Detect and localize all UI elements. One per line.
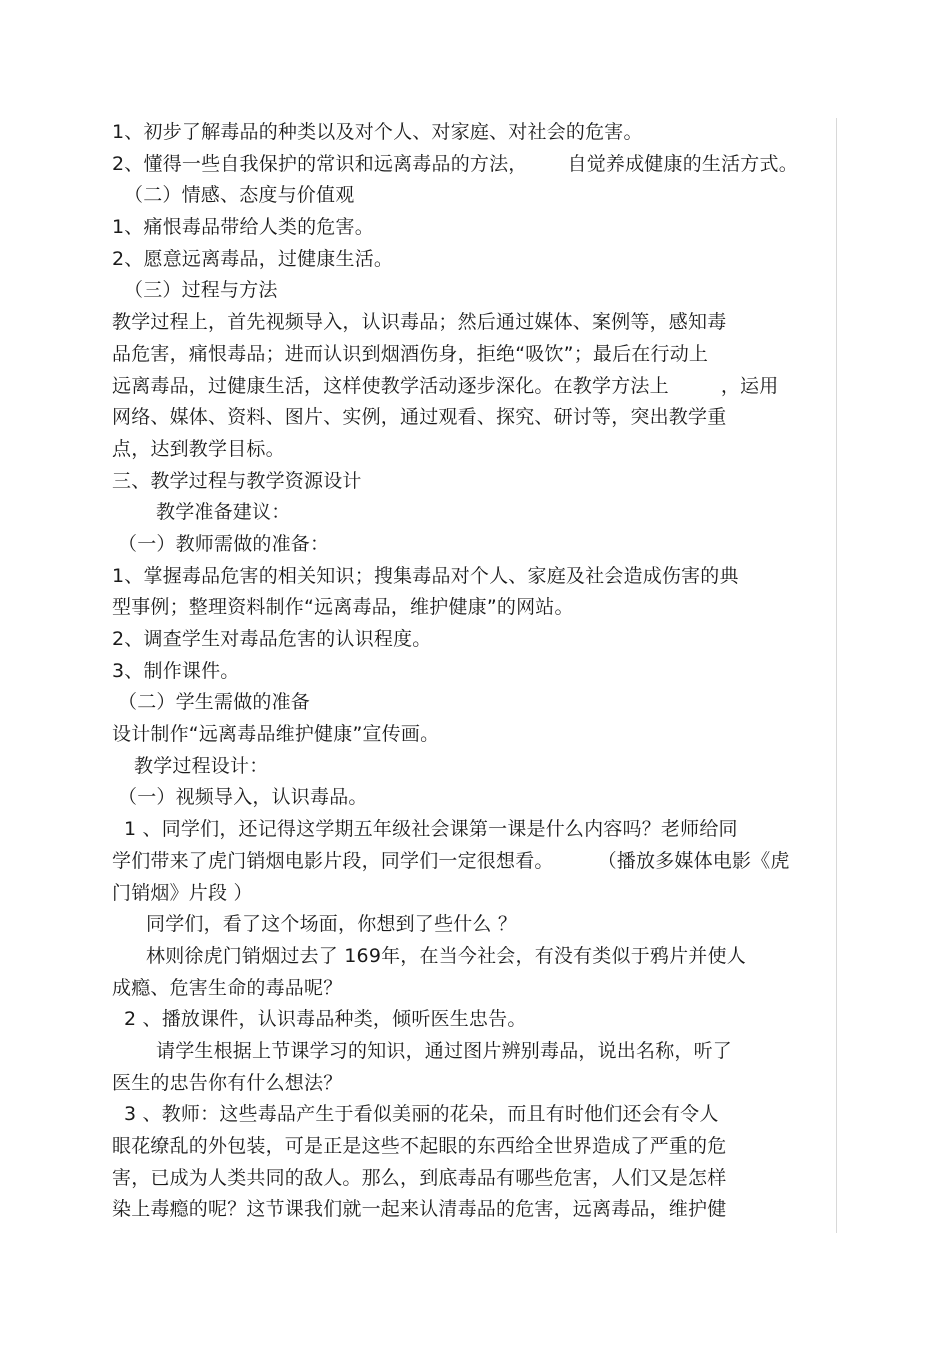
text-line: 成瘾、危害生命的毒品呢？: [112, 976, 343, 999]
text-line: 林则徐虎门销烟过去了 169年，在当今社会，有没有类似于鸦片并使人: [146, 944, 746, 967]
text-line: 设计制作“远离毒品维护健康”宣传画。: [112, 723, 440, 746]
text-line: 品危害，痛恨毒品；进而认识到烟酒伤身，拒绝“吸饮”；最后在行动上: [112, 342, 709, 365]
text-line: 医生的忠告你有什么想法？: [112, 1071, 343, 1094]
text-line: 1、痛恨毒品带给人类的危害。: [112, 216, 374, 239]
text-line: 害，已成为人类共同的敌人。那么，到底毒品有哪些危害，人们又是怎样: [112, 1166, 727, 1189]
text-line: 2、愿意远离毒品，过健康生活。: [112, 247, 394, 270]
section-heading: 三、教学过程与教学资源设计: [112, 469, 362, 492]
text-line: 远离毒品，过健康生活，这样使教学活动逐步深化。在教学方法上 ，运用: [112, 374, 779, 397]
text-line: 点，达到教学目标。: [112, 437, 285, 460]
section-heading: （二）情感、态度与价值观: [124, 184, 355, 207]
text-line: 教学过程设计：: [134, 754, 269, 777]
document-body: [112, 117, 837, 1226]
text-line: 教学准备建议：: [156, 501, 291, 524]
section-heading: （一）视频导入，认识毒品。: [118, 786, 368, 809]
text-line: 2、懂得一些自我保护的常识和远离毒品的方法， 自觉养成健康的生活方式。: [112, 152, 798, 175]
text-line: 1 、同学们，还记得这学期五年级社会课第一课是什么内容吗？老师给同: [124, 818, 738, 841]
text-line: 学们带来了虎门销烟电影片段，同学们一定很想看。 （播放多媒体电影《虎: [112, 849, 790, 872]
text-line: 门销烟》片段 ）: [112, 881, 253, 904]
text-line: 1、初步了解毒品的种类以及对个人、对家庭、对社会的危害。: [112, 121, 643, 143]
section-heading: （二）学生需做的准备: [118, 691, 311, 714]
section-heading: （一）教师需做的准备：: [118, 532, 330, 555]
text-line: 2、调查学生对毒品危害的认识程度。: [112, 628, 432, 650]
text-line: 网络、媒体、资料、图片、实例，通过观看、探究、研讨等，突出教学重: [112, 406, 727, 429]
text-line: 2 、播放课件，认识毒品种类，倾听医生忠告。: [124, 1008, 527, 1031]
text-line: 请学生根据上节课学习的知识，通过图片辨别毒品，说出名称，听了: [156, 1039, 733, 1062]
text-line: 3 、教师：这些毒品产生于看似美丽的花朵，而且有时他们还会有令人: [124, 1103, 719, 1126]
section-heading: （三）过程与方法: [124, 279, 278, 302]
text-line: 型事例；整理资料制作“远离毒品，维护健康”的网站。: [112, 596, 574, 619]
text-line: 眼花缭乱的外包装，可是正是这些不起眼的东西给全世界造成了严重的危: [112, 1135, 727, 1157]
text-line: 3、制作课件。: [112, 659, 240, 682]
text-line: 1、掌握毒品危害的相关知识；搜集毒品对个人、家庭及社会造成伤害的典: [112, 564, 739, 587]
text-line: 染上毒瘾的呢？这节课我们就一起来认清毒品的危害，远离毒品，维护健: [112, 1198, 727, 1221]
text-line: 教学过程上，首先视频导入，认识毒品；然后通过媒体、案例等，感知毒: [112, 311, 727, 334]
text-line: 同学们，看了这个场面，你想到了些什么 ？: [146, 913, 518, 936]
